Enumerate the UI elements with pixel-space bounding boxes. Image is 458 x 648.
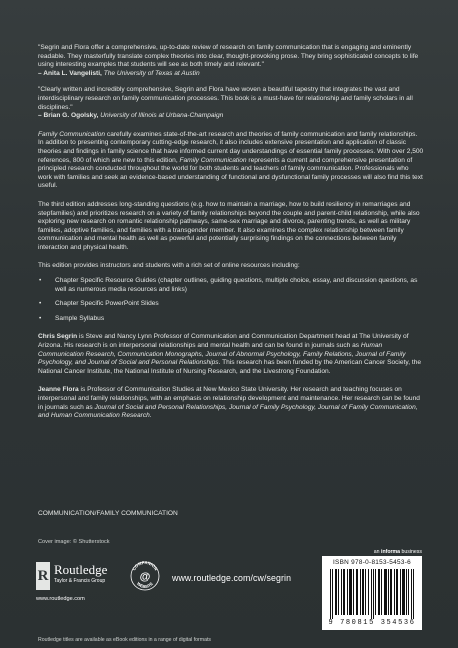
endorsement-quote (38, 44, 424, 78)
publisher-group: Taylor & Francis Group (54, 578, 106, 584)
description-paragraph: The third edition addresses long-standing questions (e.g. how to maintain a marriage, how to build resiliency in remarriages and stepfamilies) and prioritizes research on a variety of family relationships beyond the couple and parent-child relationship, while also exploring new research on romantic relationship pathways, same-sex marriage and divorce, parenting trends, as well as military families, adoptive families, and families with a transgender member. It also examines the complex relationship between family communication and mental health as well as powerful and potentially surprising findings on the connections between family interaction and physical health. (38, 200, 420, 251)
list-item: • Sample Syllabus (38, 315, 424, 324)
quote-attribution (38, 112, 424, 121)
author-bio-segrin: Chris Segrin is Steve and Nancy Lynn Professor of Communication and Communication Department head at The University of Arizona. His research is on interpersonal relationships and mental health and can be found in journals such as Human Communication Research, Communication Monographs, Journal of Abnormal Psychology, Family Relations, Journal of Family Psychology, and Journal of Social and Personal Relationships. This research has been funded by the American Cancer Society, the National Cancer Institute, the National Institute of Nursing Research, and the Livestrong Foundation. (38, 333, 422, 375)
companion-top-text: COMPANION (131, 559, 159, 572)
quote-author: – Anita L. Vangelisti, (38, 69, 102, 77)
barcode-number: 9 780815 354536 (328, 619, 416, 627)
companion-bottom-text: WEBSITE (135, 580, 155, 590)
ebook-note: Routledge titles are available as eBook editions in a range of digital formats (38, 637, 212, 643)
routledge-logo (36, 562, 122, 602)
author-name: Jeanne Flora (38, 386, 79, 394)
list-item: • Chapter Specific PowerPoint Slides (38, 300, 424, 309)
informa-business-note: an informa business (373, 549, 422, 555)
back-cover-text (38, 44, 424, 421)
svg-text:COMPANION (131, 560, 158, 571)
resource-list (38, 277, 424, 323)
quote-text: "Segrin and Flora offer a comprehensive, up-to-date review of research on family communication that is engaging and eminently readable. They masterfully translate complex theories into clear, thought-provoking prose. They bring sophisticated concepts to life using interesting examples that students will see as both timely and relevant." (38, 44, 419, 69)
endorsement-quote (38, 86, 424, 120)
cover-image-credit: Cover image: © Shutterstock (38, 539, 110, 545)
subject-category: COMMUNICATION/FAMILY COMMUNICATION (38, 510, 178, 517)
barcode-icon (330, 569, 414, 619)
at-symbol: @ (139, 571, 151, 583)
quote-author: – Brian G. Ogolsky, (38, 112, 99, 120)
book-title: Family Communication (179, 156, 247, 164)
resources-intro: This edition provides instructors and students with a rich set of online resources including: (38, 262, 300, 270)
description-paragraph: Family Communication carefully examines state-of-the-art research and theories of family communication and family relationships. In addition to presenting contemporary cutting-edge research, it also includes extensive presentation and application of classic theories and findings in family science that have informed current day understandings of essential family processes. With over 2,500 references, 800 of which are new to this edition, Family Communication represents a current and comprehensive presentation of principled research conducted throughout the world for both students and teachers of family communication. Professionals who work with families and seek an evidence-based understanding of functional and dysfunctional family processes will also find this text useful. (38, 130, 424, 190)
author-name: Chris Segrin (38, 333, 78, 341)
quote-affiliation: University of Illinois at Urbana-Champaign (100, 112, 224, 120)
quote-attribution (38, 70, 424, 79)
quote-affiliation: The University of Texas at Austin (103, 69, 200, 77)
companion-site-url[interactable]: www.routledge.com/cw/segrin (172, 573, 292, 583)
cover-footer (0, 548, 458, 648)
barcode-panel (322, 556, 422, 630)
isbn-text: ISBN 978-0-8153-5453-6 (332, 559, 411, 566)
quote-text: "Clearly written and incredibly comprehensive, Segrin and Flora have woven a beautiful tapestry that integrates the vast and interdisciplinary research on family communication processes. This book is a must-have for relationship and family scholars in all disciplines." (38, 86, 413, 111)
book-title: Family Communication (38, 130, 106, 138)
companion-website-icon (130, 554, 160, 598)
publisher-url[interactable]: www.routledge.com (36, 596, 85, 602)
list-item: • Chapter Specific Resource Guides (chapter outlines, guiding questions, multiple choice, essay, and discussion questions, as well as numerous media resources and links) (38, 277, 424, 294)
routledge-mark-icon: R (36, 562, 50, 590)
publisher-name: Routledge (54, 562, 108, 577)
author-bio-flora: Jeanne Flora is Professor of Communication Studies at New Mexico State University. Her research and teaching focuses on interpersonal and family relationships, with an emphasis on relationship development and maintenance. Her research can be found in journals such as Journal of Social and Personal Relationships, Journal of Family Psychology, Journal of Family Communication, and Human Communication Research. (38, 386, 420, 420)
